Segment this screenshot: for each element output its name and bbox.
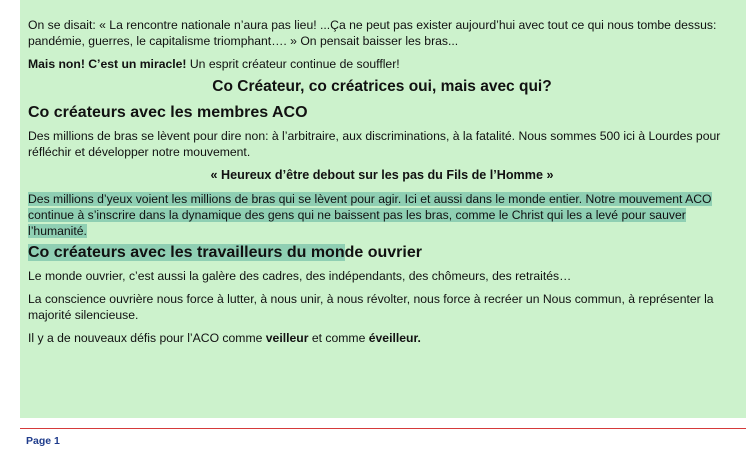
section2-p3-part1: Il y a de nouveaux défis pour l’ACO comme xyxy=(28,331,266,345)
section2-paragraph-1: Le monde ouvrier, c’est aussi la galère des cadres, des indépendants, des chômeurs, des retraités… xyxy=(28,269,572,283)
page-number-label: Page 1 xyxy=(26,435,60,447)
highlighted-text: Des millions d’yeux voient les millions de bras qui se lèvent pour agir. Ici et aussi dans le monde entier. Notre mouvement ACO continue à s’inscrire dans la dynamique des gens qui ne baissent pas les bras, comme le Christ qui les a levé pour sauver l’humanité. xyxy=(28,192,712,238)
document-body xyxy=(20,0,746,418)
intro-paragraph: On se disait: « La rencontre nationale n’aura pas lieu! ...Ça ne peut pas exister aujourd’hui avec tout ce qui nous tombe dessus: pandémie, guerres, le capitalisme triomphant…. » On pensait baisser les bras... xyxy=(28,18,717,48)
highlighted-paragraph xyxy=(28,191,736,239)
document-content xyxy=(28,17,736,346)
footer-rule xyxy=(20,428,746,429)
section-heading-rest-part: de ouvrier xyxy=(344,244,422,261)
section2-p3-bold-veilleur: veilleur xyxy=(265,331,309,345)
center-quote: « Heureux d’être debout sur les pas du Fils de l’Homme » xyxy=(210,168,554,182)
section2-p3-bold-eveilleur: éveilleur. xyxy=(368,331,421,345)
section-heading-members: Co créateurs avec les membres ACO xyxy=(28,104,308,121)
section-heading-workers xyxy=(28,243,736,263)
section2-paragraph-2: La conscience ouvrière nous force à lutter, à nous unir, à nous révolter, nous force à recréer un Nous commun, à représenter la majorité silencieuse. xyxy=(28,292,714,322)
section-heading-highlighted-part: Co créateurs avec les travailleurs du mon xyxy=(28,244,345,261)
section2-p3-part2: et comme xyxy=(308,331,369,345)
section2-paragraph-3 xyxy=(28,330,736,346)
center-title: Co Créateur, co créatrices oui, mais avec qui? xyxy=(212,78,552,95)
miracle-paragraph xyxy=(28,56,736,72)
miracle-bold-text: Mais non! C’est un miracle! xyxy=(28,57,187,71)
miracle-rest-text: Un esprit créateur continue de souffler! xyxy=(186,57,400,71)
section1-paragraph: Des millions de bras se lèvent pour dire non: à l’arbitraire, aux discriminations, à la fatalité. Nous sommes 500 ici à Lourdes pour réfléchir et développer notre mouvement. xyxy=(28,129,721,159)
